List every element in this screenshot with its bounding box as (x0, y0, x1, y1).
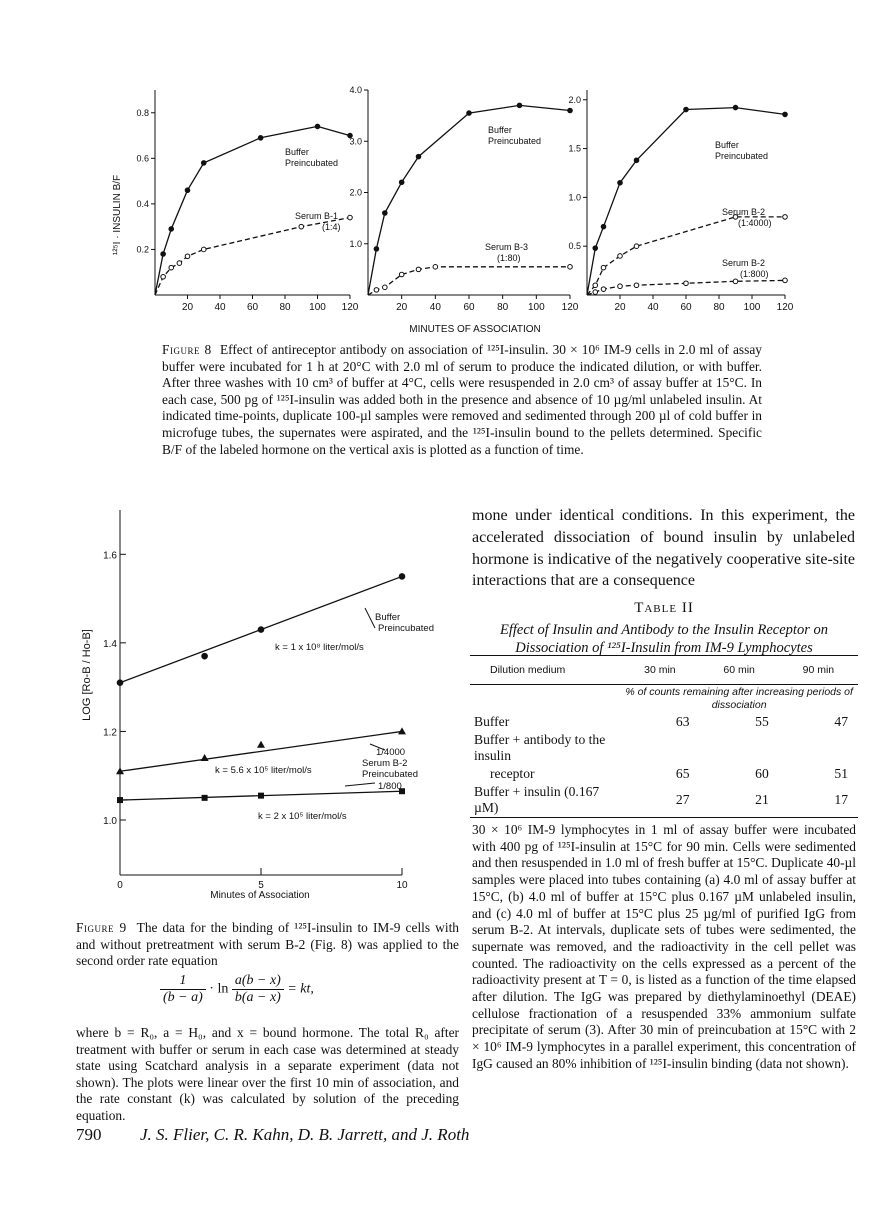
fig9-y-axis-label: LOG [Ro-B / Ho-B] (81, 629, 93, 721)
figure-9-caption-label: Figure 9 (76, 920, 127, 935)
figure-8-caption-text: Effect of antireceptor antibody on association of ¹²⁵I-insulin. 30 × 10⁶ IM-9 cells in 2.0 ml of assay buffer were incubated for 1 h at 20°C with 2.0 ml of serum to produce the indicated dilution, or with buffer. After three washes with 10 cm³ of buffer at 4°C, cells were resuspended in 2.0 cm³ of assay buffer at 15°C. In each case, 500 pg of ¹²⁵I-insulin was added both in the presence and absence of 10 µg/ml unlabeled insulin. At indicated time-points, duplicate 100-µl samples were removed and sedimented through 200 µl of cold buffer in microfuge tubes, the supernates were aspirated, and the ¹²⁵I-insulin bound to the pellets determined. Specific B/F of the labeled hormone on the vertical axis is plotted as a function of time. (162, 342, 762, 457)
fig9-k-buffer: k = 1 x 10⁸ liter/mol/s (275, 642, 364, 653)
data-point (169, 227, 174, 232)
data-point (601, 287, 606, 292)
fig8-panel-3 (568, 90, 793, 313)
body-text: mone under identical conditions. In this experiment, the accelerated dissociation of bound insulin by unlabeled hormone is indicative of the negatively cooperative site-site interactions that are a consequence (472, 507, 855, 590)
x-tick-label: 120 (341, 302, 359, 313)
data-point (601, 265, 606, 270)
data-point (299, 224, 304, 229)
y-tick-label: 2.0 (349, 187, 362, 198)
y-tick-label: 1.4 (103, 638, 117, 650)
table-cell-90: 17 (834, 792, 848, 807)
data-point (733, 279, 738, 284)
data-point (315, 124, 320, 129)
data-point (433, 265, 438, 270)
fig9-plot (103, 510, 408, 891)
data-point (684, 281, 689, 286)
x-tick-label: 80 (497, 302, 509, 313)
data-point (399, 272, 404, 277)
data-point (177, 261, 182, 266)
table-title-block (470, 600, 858, 657)
x-tick-label: 20 (614, 302, 626, 313)
eq-frac1-den: (b − a) (163, 990, 203, 1005)
x-tick-label: 80 (713, 302, 725, 313)
data-point (398, 727, 406, 734)
data-point (467, 111, 472, 116)
figure-9-caption-continued: where b = R₀, a = H₀, and x = bound hormone. The total R₀ after treatment with buffer or serum in each case was determined at steady state using Scatchard analysis in a separate experiment (data not shown). The plots were linear over the first 10 min of association, and the rate constant (k) was calculated by solution of the preceding equation. (76, 1025, 459, 1123)
data-point (634, 158, 639, 163)
fig8-y-axis-label: ¹²⁵I · INSULIN B/F (112, 174, 123, 256)
table-cell-90 (779, 731, 858, 765)
y-tick-label: 1.0 (349, 238, 362, 249)
data-point (201, 653, 208, 660)
data-point (783, 112, 788, 117)
eq-frac2-num: a(b − x) (232, 973, 284, 990)
table-cell-30: 27 (675, 792, 690, 807)
rate-equation (160, 973, 450, 1021)
table-row (470, 765, 858, 783)
y-tick-label: 2.0 (568, 94, 581, 105)
y-tick-label: 1.2 (103, 727, 117, 739)
data-point (185, 188, 190, 193)
figure-8-chart (100, 80, 800, 340)
y-tick-label: 1.0 (103, 816, 117, 827)
table-cell-90: 51 (834, 766, 848, 781)
eq-rhs: = kt, (287, 981, 314, 997)
fig9-k-serum-800: k = 2 x 10⁵ liter/mol/s (258, 811, 347, 822)
series-line (155, 218, 350, 295)
data-point (416, 267, 421, 272)
data-point (383, 211, 388, 216)
data-point (517, 103, 522, 108)
table-row (470, 783, 858, 818)
fig8-p1-label-serum-2: (1:4) (322, 222, 341, 232)
data-point (783, 215, 788, 220)
fig9-label-1800: 1/800 (378, 781, 402, 792)
data-point (601, 224, 606, 229)
x-tick-label: 0 (117, 880, 123, 891)
y-tick-label: 1.5 (568, 143, 581, 154)
fig8-p1-label-buffer-2: Preincubated (285, 158, 339, 168)
fig8-p3-label-buffer: Buffer (715, 140, 739, 150)
x-tick-label: 40 (214, 302, 226, 313)
fig9-label-buffer: Buffer (375, 612, 401, 623)
data-point (161, 252, 166, 257)
figure-9-caption (76, 920, 459, 970)
table-footnote: 30 × 10⁶ IM-9 lymphocytes in 1 ml of assay buffer were incubated with 400 pg of ¹²⁵I-insulin at 15°C for 90 min. Cells were sedimented and then resuspended in 1.0 ml of fresh buffer at 15°C. Duplicate 40-µl samples were placed into tubes containing (a) 4.0 ml of assay buffer at 15°C, (b) 4.0 ml of buffer at 15°C plus 0.167 µM unlabeled insulin, and (c) 4.0 ml of buffer at 15°C plus 25 µg/ml of purified IgG from serum B-2. At intervals, duplicate sets of tubes were sedimented, the supernate was removed, and the radioactivity in the cell pellet was counted. The radioactivity on the cells expressed as a percent of the radioactivity present at T = 0, is listed as a function of the time elapsed after dilution. The IgG was prepared by diethylaminoethyl (DEAE) cellulose fractionation of a resuspended 33% ammonium sulfate precipitate of serum (3). After 30 min of preincubation at 15°C with 2 × 10⁶ IM-9 lymphocytes in a parallel experiment, this concentration of IgG caused an 80% inhibition of ¹²⁵I-insulin binding (data not shown). (472, 822, 856, 1071)
y-tick-label: 4.0 (349, 85, 362, 95)
table-cell-60 (700, 731, 779, 765)
fig8-p3-label-buffer-2: Preincubated (715, 151, 769, 161)
data-point (258, 626, 265, 633)
data-point (117, 797, 123, 803)
data-point (257, 741, 265, 748)
fig9-k-serum-4000: k = 5.6 x 10⁵ liter/mol/s (215, 765, 312, 776)
x-tick-label: 120 (561, 302, 579, 313)
fig8-x-axis-label: MINUTES OF ASSOCIATION (409, 324, 541, 335)
data-point (783, 278, 788, 283)
page-number: 790 (76, 1125, 102, 1144)
table-header-90: 90 min (802, 664, 835, 676)
y-tick-label: 0.8 (136, 107, 149, 118)
data-point (593, 246, 598, 251)
data-point (593, 290, 598, 295)
fig8-panel-2 (349, 85, 578, 313)
x-tick-label: 60 (246, 302, 259, 313)
data-point (169, 265, 174, 270)
figure-9-caption-text: The data for the binding of ¹²⁵I-insulin to IM-9 cells with and without pretreatment with serum B-2 (Fig. 8) was applied to the second order rate equation (76, 920, 459, 969)
figure-9-chart (70, 500, 470, 900)
table-subheader: % of counts remaining after increasing periods of dissociation (625, 686, 853, 711)
figure-8-caption (162, 342, 762, 458)
table-2 (470, 655, 858, 818)
data-point (618, 180, 623, 185)
y-tick-label: 0.6 (136, 153, 149, 164)
fig8-p2-label-buffer-2: Preincubated (488, 136, 542, 146)
table-title: Effect of Insulin and Antibody to the Insulin Receptor on Dissociation of ¹²⁵I-Insulin from IM-9 Lymphocytes (500, 622, 828, 656)
data-point (733, 105, 738, 110)
x-tick-label: 10 (396, 880, 408, 891)
fig9-x-axis-label: Minutes of Association (210, 890, 310, 900)
data-point (185, 254, 190, 259)
table-label: Table II (634, 600, 694, 616)
data-point (374, 247, 379, 252)
data-point (593, 283, 598, 288)
eq-frac2-den: b(a − x) (234, 990, 281, 1005)
table-cell-medium: receptor (490, 766, 535, 781)
table-header-30: 30 min (644, 664, 676, 676)
x-tick-label: 5 (258, 880, 264, 891)
data-point (348, 215, 353, 220)
table-cell-60: 55 (755, 714, 769, 729)
fig8-p2-label-serum-2: (1:80) (497, 253, 521, 263)
eq-fraction-2 (232, 973, 284, 1006)
fig8-p3-label-serum2-2: (1:800) (740, 269, 769, 279)
figure-8-caption-label: Figure 8 (162, 342, 212, 357)
fig8-p1-label-buffer: Buffer (285, 147, 309, 157)
table-cell-30 (620, 731, 699, 765)
data-point (258, 793, 264, 799)
table-header-60: 60 min (723, 664, 755, 676)
y-tick-label: 1.6 (103, 550, 117, 562)
data-point (374, 288, 379, 293)
table-cell-60: 60 (755, 766, 769, 781)
data-point (399, 180, 404, 185)
data-point (568, 108, 573, 113)
data-point (383, 285, 388, 290)
fig8-p3-label-serum2: Serum B-2 (722, 258, 766, 268)
data-point (568, 265, 573, 270)
x-tick-label: 40 (647, 302, 659, 313)
x-tick-label: 20 (396, 302, 408, 313)
fig8-p2-label-buffer: Buffer (488, 125, 512, 135)
fig8-p2-label-serum: Serum B-3 (485, 242, 529, 252)
fig9-label-serum: Serum B-2 (362, 758, 408, 769)
data-point (684, 107, 689, 112)
x-tick-label: 100 (309, 302, 326, 313)
leader-line-buffer (365, 608, 375, 628)
data-point (634, 244, 639, 249)
table-cell-medium: Buffer (474, 714, 510, 729)
fig8-p3-label-serum1: Serum B-2 (722, 207, 766, 217)
x-tick-label: 40 (429, 302, 441, 313)
table-cell-medium: Buffer + antibody to the insulin (474, 732, 606, 763)
eq-fraction-1 (160, 973, 206, 1006)
x-tick-label: 20 (181, 302, 194, 313)
y-tick-label: 0.4 (136, 198, 149, 209)
fig8-panel-1 (136, 90, 358, 313)
fig8-p1-label-serum: Serum B-1 (295, 211, 339, 221)
series-line (368, 267, 570, 295)
fig9-label-serum-2: Preincubated (362, 769, 418, 780)
table-cell-30: 65 (675, 766, 690, 781)
table-cell-medium: Buffer + insulin (0.167 µM) (474, 784, 600, 815)
running-authors: J. S. Flier, C. R. Kahn, D. B. Jarrett, and J. Roth (140, 1125, 470, 1144)
data-point (618, 254, 623, 259)
x-tick-label: 100 (743, 302, 761, 313)
data-point (201, 754, 209, 761)
table-row (470, 713, 858, 731)
leader-line-1800 (345, 783, 375, 786)
y-tick-label: 3.0 (349, 136, 362, 147)
table-cell-60: 21 (755, 792, 769, 807)
x-tick-label: 100 (527, 302, 545, 313)
data-point (201, 161, 206, 166)
data-point (117, 679, 124, 686)
eq-ln: · ln (209, 981, 229, 997)
x-tick-label: 80 (279, 302, 291, 313)
fig9-label-buffer-2: Preincubated (378, 623, 434, 634)
data-point (618, 284, 623, 289)
x-tick-label: 60 (680, 302, 692, 313)
y-tick-label: 0.5 (568, 241, 581, 252)
x-tick-label: 60 (463, 302, 475, 313)
data-point (201, 247, 206, 252)
data-point (161, 274, 166, 279)
data-point (416, 154, 421, 159)
table-header-medium: Dilution medium (490, 664, 566, 676)
data-point (634, 283, 639, 288)
data-point (399, 573, 406, 580)
fig8-p3-label-serum1-2: (1:4000) (738, 218, 772, 228)
fig9-label-14000: 1/4000 (376, 747, 406, 758)
y-tick-label: 0.2 (136, 244, 149, 255)
eq-frac1-num: 1 (160, 973, 206, 990)
table-cell-90: 47 (834, 714, 848, 729)
table-cell-30: 63 (675, 714, 690, 729)
table-row (470, 731, 858, 765)
y-tick-label: 1.0 (568, 192, 581, 203)
x-tick-label: 120 (776, 302, 794, 313)
data-point (202, 795, 208, 801)
data-point (258, 136, 263, 141)
